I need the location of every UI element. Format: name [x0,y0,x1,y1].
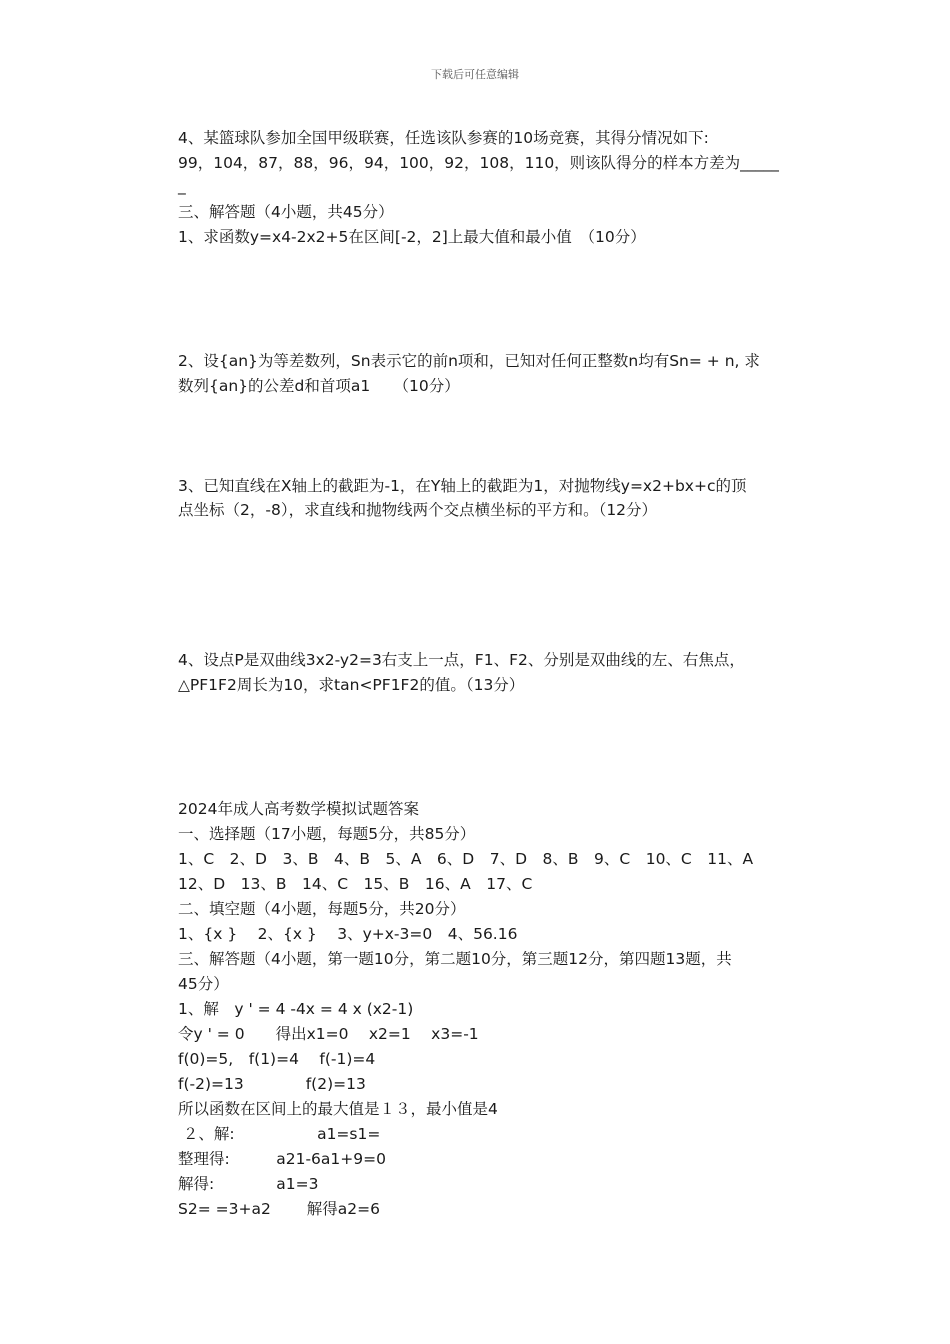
solution-question-3-line-2: 点坐标（2，-8），求直线和抛物线两个交点横坐标的平方和。（12分） [178,501,658,519]
answers-title: 2024年成人高考数学模拟试题答案 [178,800,419,818]
question-4-line-1: 4、某篮球队参加全国甲级联赛，任选该队参赛的10场竞赛，其得分情况如下: [178,129,709,147]
answers-choice-heading: 一、选择题（17小题，每题5分，共85分） [178,825,476,843]
solution-question-2-line-2: 数列{an}的公差d和首项a1 （10分） [178,377,460,395]
answers-solution-heading-2: 45分） [178,975,229,993]
answers-choice-line-2: 12、D 13、B 14、C 15、B 16、A 17、C [178,875,533,893]
answers-fill-heading: 二、填空题（4小题，每题5分，共20分） [178,900,466,918]
section-heading-solutions: 三、解答题（4小题，共45分） [178,203,394,221]
question-4-line-2: 99，104，87，88，96，94，100，92，108，110，则该队得分的样本方差为_____ [178,154,779,172]
answer-2-line-3: 解得: a1=3 [178,1175,319,1193]
answer-2-line-4: S2= =3+a2 解得a2=6 [178,1200,380,1218]
answer-2-line-1: ２、解: a1=s1= [178,1125,381,1143]
answer-1-line-5: 所以函数在区间上的最大值是１３，最小值是4 [178,1100,498,1118]
answer-1-line-4: f(-2)=13 f(2)=13 [178,1075,366,1093]
answers-choice-line-1: 1、C 2、D 3、B 4、B 5、A 6、D 7、D 8、B 9、C 10、C 11、A [178,850,754,868]
question-4-line-3: _ [178,177,186,195]
solution-question-4-line-1: 4、设点P是双曲线3x2-y2=3右支上一点，F1、F2、分别是双曲线的左、右焦点， [178,651,745,669]
answers-fill-line: 1、{x } 2、{x } 3、y+x-3=0 4、56.16 [178,925,518,943]
page-header: 下载后可任意编辑 [431,68,519,81]
solution-question-2-line-1: 2、设{an}为等差数列，Sn表示它的前n项和，已知对任何正整数n均有Sn= + n, 求 [178,352,760,370]
solution-question-1: 1、求函数y=x4-2x2+5在区间[-2，2]上最大值和最小值 （10分） [178,228,646,246]
answer-1-line-3: f(0)=5, f(1)=4 f(-1)=4 [178,1050,376,1068]
solution-question-3-line-1: 3、已知直线在X轴上的截距为-1，在Y轴上的截距为1，对抛物线y=x2+bx+c的顶 [178,477,747,495]
answers-solution-heading-1: 三、解答题（4小题，第一题10分，第二题10分，第三题12分，第四题13题，共 [178,950,732,968]
solution-question-4-line-2: △PF1F2周长为10，求tan<PF1F2的值。（13分） [178,676,525,694]
answer-1-line-2: 令y ' = 0 得出x1=0 x2=1 x3=-1 [178,1025,479,1043]
answer-1-line-1: 1、解 y ' = 4 -4x = 4 x (x2-1) [178,1000,414,1018]
answer-2-line-2: 整理得: a21-6a1+9=0 [178,1150,386,1168]
